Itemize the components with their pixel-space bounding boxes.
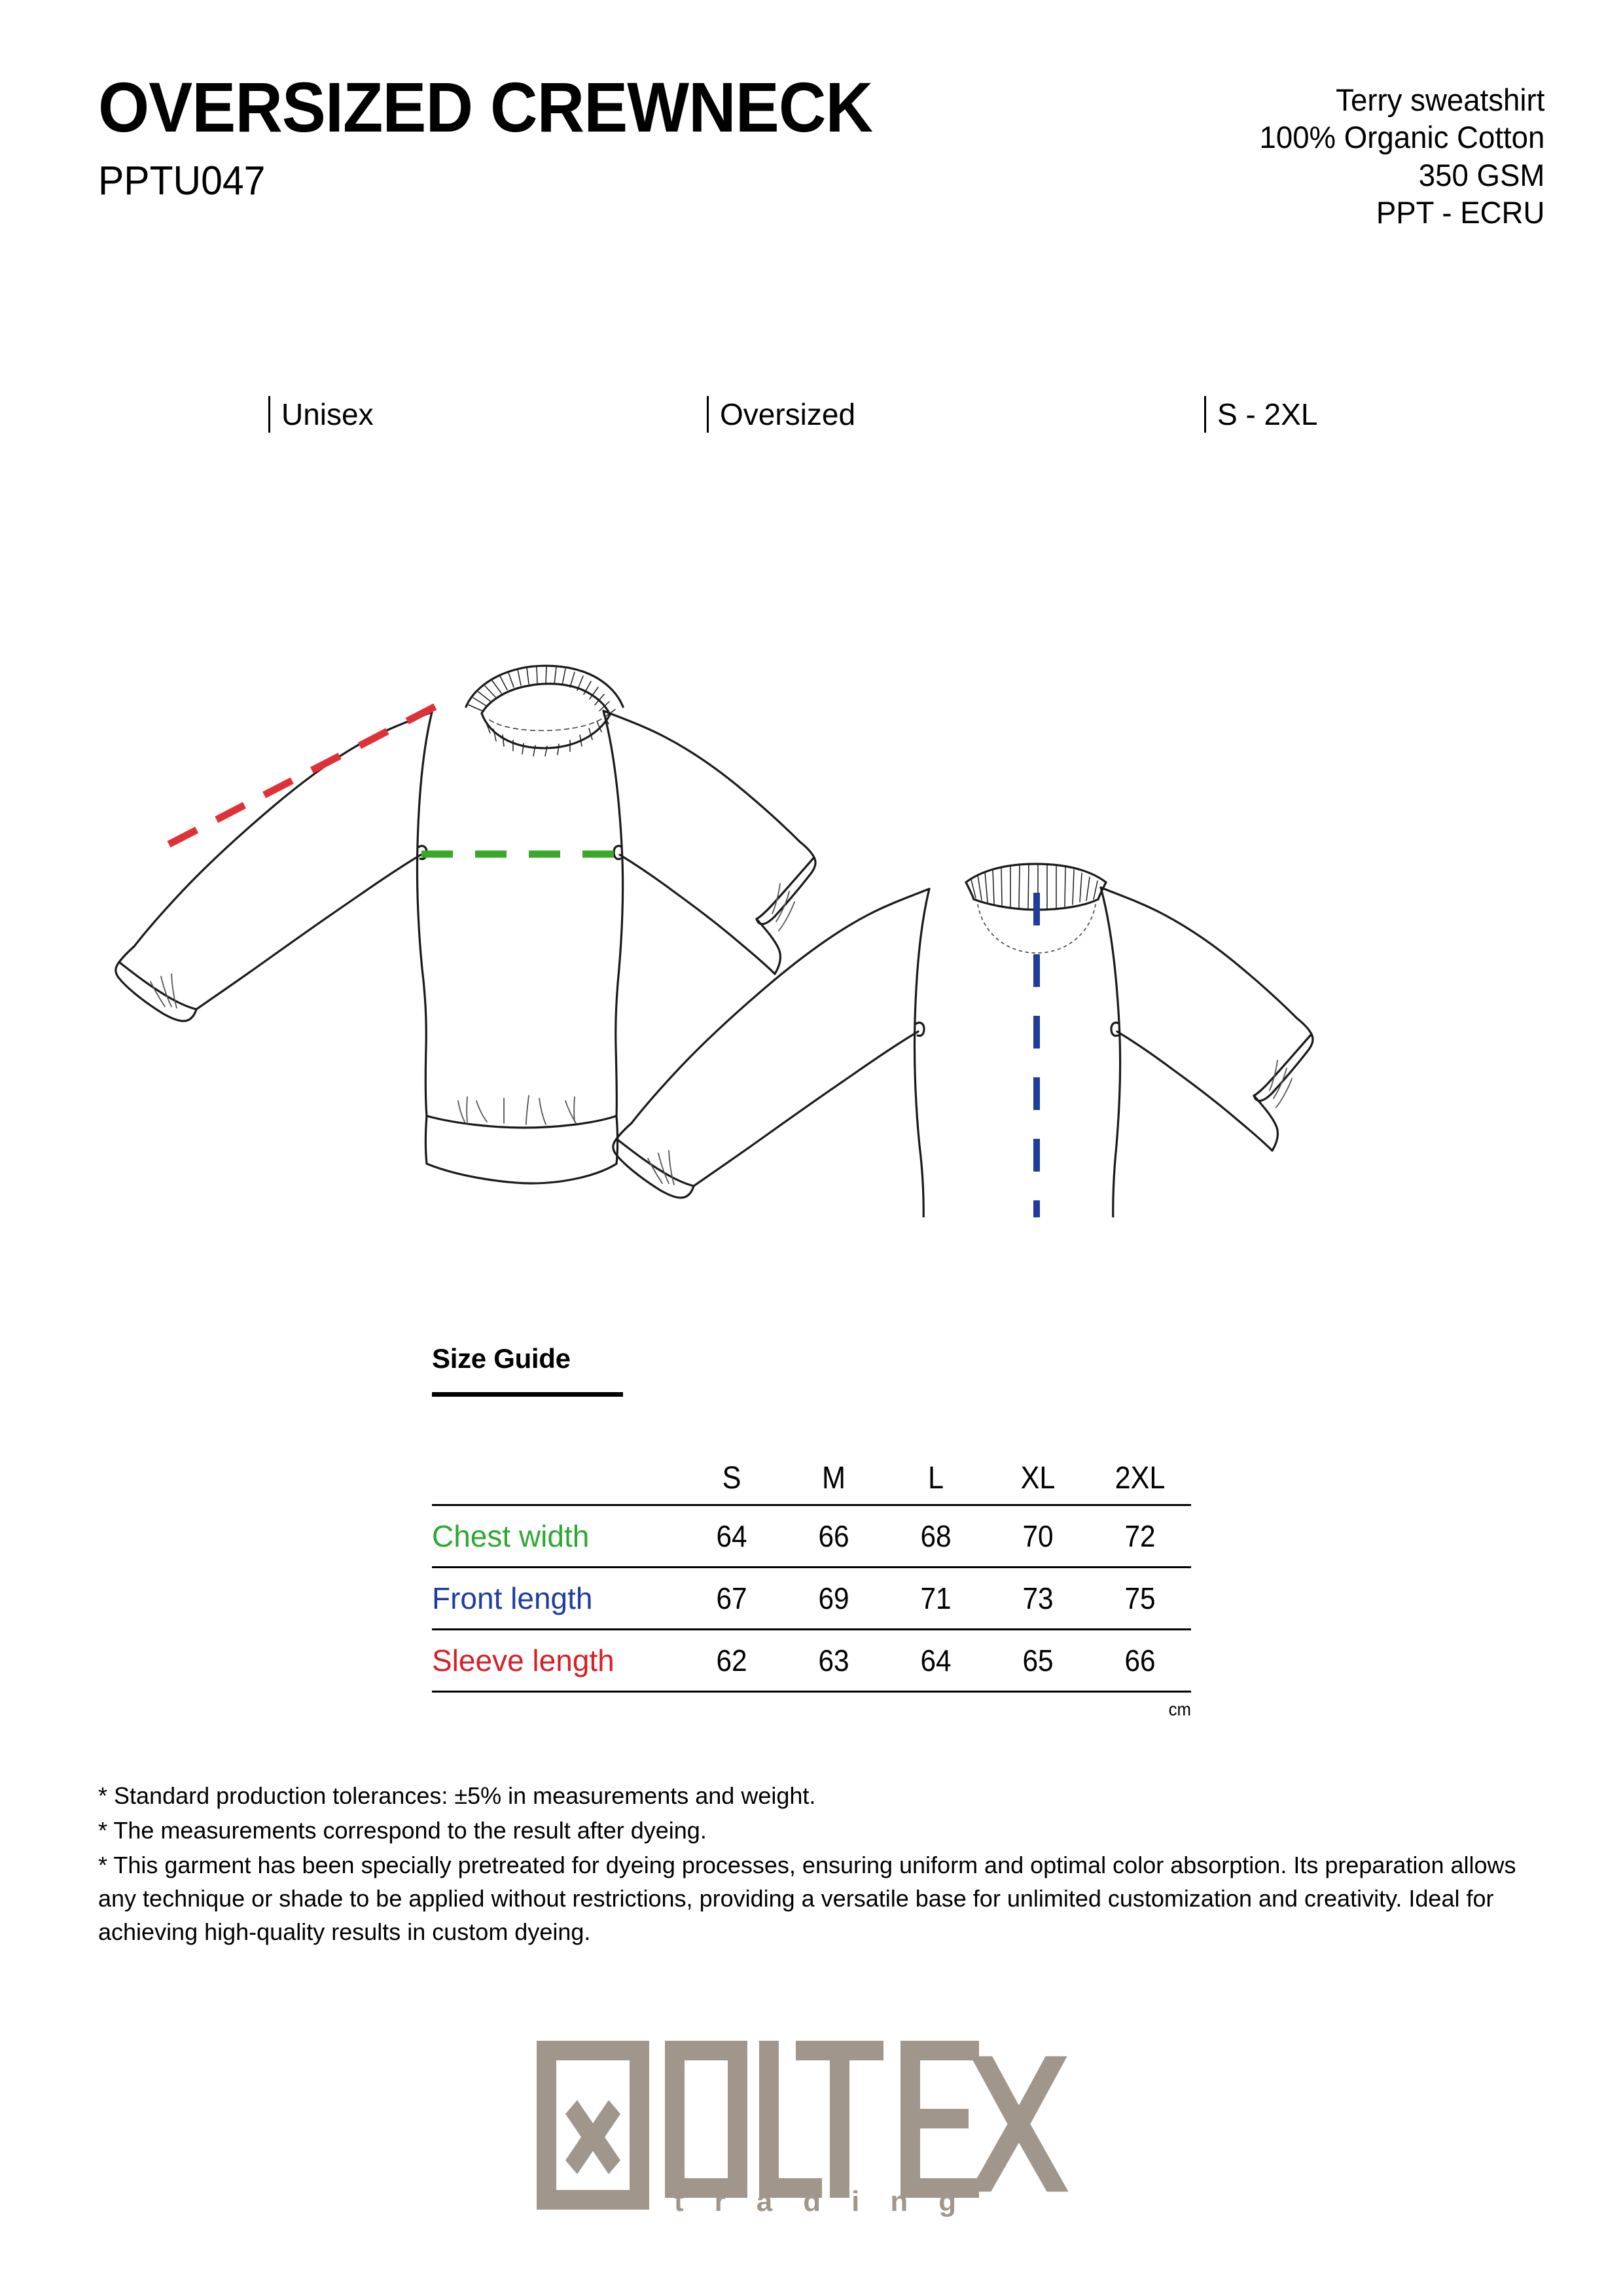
cell-front-length-l: 71 <box>920 1581 952 1615</box>
spec-line-composition: 100% Organic Cotton <box>1259 120 1544 155</box>
logo-letter-l <box>759 2041 822 2198</box>
cell-chest-width-l: 68 <box>920 1519 952 1553</box>
cell-chest-width-s: 64 <box>716 1519 747 1553</box>
attribute-size-range <box>1204 396 1355 433</box>
document-header <box>98 67 1544 231</box>
product-code: PPTU047 <box>98 158 266 204</box>
footnote-dyeing-result: * The measurements correspond to the result after dyeing. <box>98 1817 707 1844</box>
technical-drawings <box>0 628 1623 1217</box>
attribute-row <box>268 396 1355 433</box>
title-block <box>98 67 931 204</box>
cell-chest-width-m: 66 <box>818 1519 849 1553</box>
heading-underline <box>432 1392 623 1397</box>
attribute-label-fit: Oversized <box>720 397 856 431</box>
table-row <box>432 1505 1191 1568</box>
spec-line-color: PPT - ECRU <box>1376 194 1544 230</box>
size-guide-heading: Size Guide <box>432 1343 571 1374</box>
size-guide-table <box>432 1440 1191 1693</box>
attribute-label-gender: Unisex <box>281 397 374 431</box>
square-x-mark-icon <box>537 2041 649 2210</box>
column-header-xl: XL <box>1020 1461 1056 1496</box>
column-header-s: S <box>722 1461 741 1496</box>
logo-letter-o <box>665 2041 747 2198</box>
divider-bar-icon <box>268 396 270 433</box>
footnote-tolerances: * Standard production tolerances: ±5% in measurements and weight. <box>98 1782 816 1809</box>
logo-letter-t <box>796 2041 883 2198</box>
page-title: OVERSIZED CREWNECK <box>98 67 873 147</box>
brand-logo <box>0 2029 1623 2219</box>
cell-sleeve-length-s: 62 <box>716 1643 747 1677</box>
cell-sleeve-length-m: 63 <box>818 1643 849 1677</box>
table-corner-cell <box>444 1440 668 1505</box>
attribute-fit-gender <box>268 396 707 433</box>
spec-summary <box>1251 72 1544 231</box>
spec-line-weight: 350 GSM <box>1418 157 1544 192</box>
row-label-chest-width: Chest width <box>432 1519 590 1553</box>
spec-line-fabric: Terry sweatshirt <box>1335 82 1544 117</box>
divider-bar-icon <box>707 396 709 433</box>
logo-letter-x <box>969 2056 1068 2192</box>
size-guide-section <box>432 1345 1191 1720</box>
row-label-front-length: Front length <box>432 1581 593 1615</box>
cell-chest-width-2xl: 72 <box>1124 1519 1156 1553</box>
attribute-label-sizes: S - 2XL <box>1217 397 1318 431</box>
unit-label: cm <box>1168 1699 1191 1719</box>
divider-bar-icon <box>1204 396 1206 433</box>
front-view-garment <box>116 666 815 1183</box>
logo-tagline: trading <box>674 2185 988 2217</box>
footnote-pretreatment: * This garment has been specially pretreated for dyeing processes, ensuring uniform and optimal color absorption. Its preparation allows any technique or shade to be applied without restrictions, providing a versatile base for unlimited customization and creativity. Ideal for achieving high-quality results in custom dyeing. <box>98 1852 1516 1946</box>
cell-front-length-m: 69 <box>818 1581 849 1615</box>
cell-sleeve-length-2xl: 66 <box>1124 1643 1156 1677</box>
logo-letter-e <box>901 2041 979 2198</box>
footnotes-section <box>98 1779 1544 1950</box>
attribute-fit <box>707 396 1204 433</box>
column-header-l: L <box>927 1461 944 1496</box>
cell-front-length-s: 67 <box>716 1581 747 1615</box>
cell-sleeve-length-xl: 65 <box>1022 1643 1054 1677</box>
table-row <box>432 1568 1191 1630</box>
table-row <box>432 1630 1191 1692</box>
table-header-row <box>432 1440 1191 1505</box>
row-label-sleeve-length: Sleeve length <box>432 1643 615 1677</box>
cell-front-length-2xl: 75 <box>1124 1581 1156 1615</box>
back-view-garment <box>613 863 1313 1217</box>
column-header-m: M <box>822 1461 846 1496</box>
cell-chest-width-xl: 70 <box>1022 1519 1054 1553</box>
column-header-2xl: 2XL <box>1115 1461 1166 1496</box>
cell-front-length-xl: 73 <box>1022 1581 1054 1615</box>
cell-sleeve-length-l: 64 <box>920 1643 952 1677</box>
